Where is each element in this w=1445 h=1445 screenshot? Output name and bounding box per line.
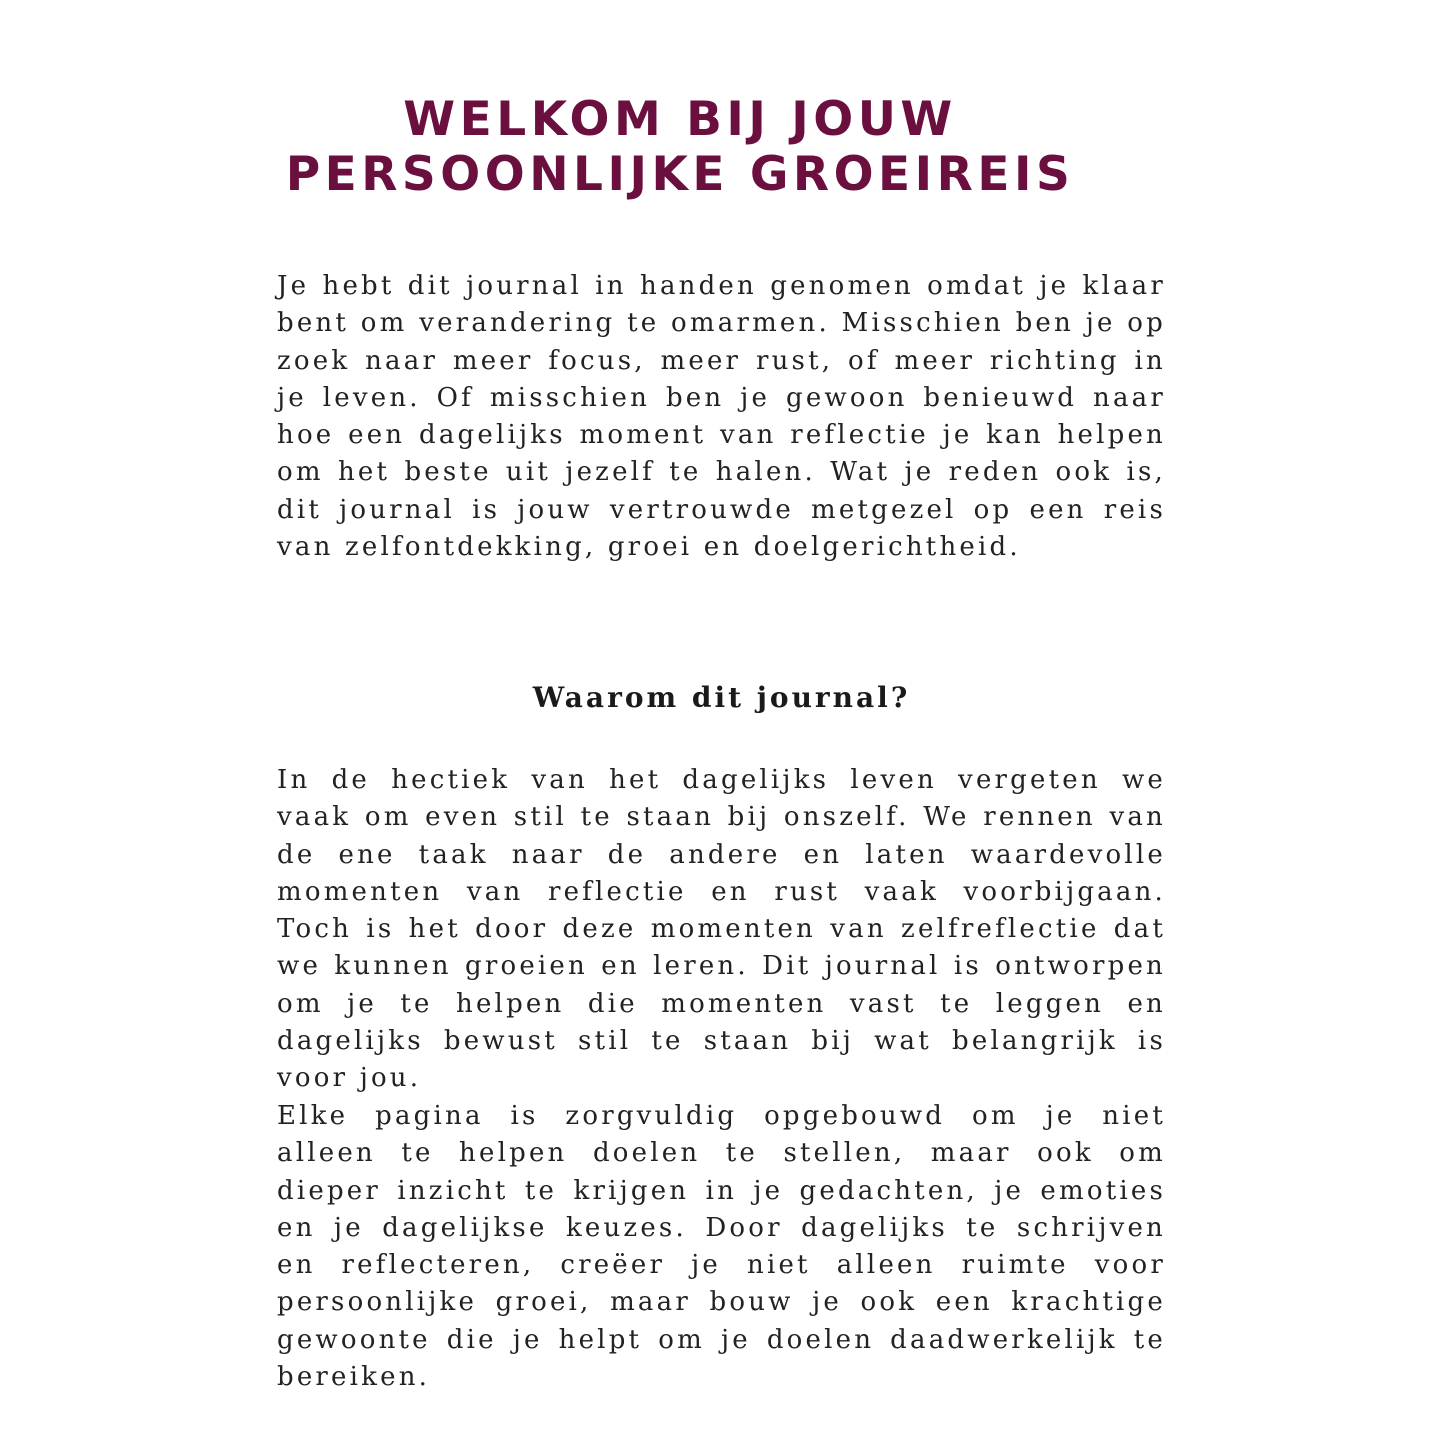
why-paragraph-2: Elke pagina is zorgvuldig opgebouwd om je niet alleen te helpen doelen te stellen, maar ook om dieper inzicht te krijgen in je gedachten, je emoties en je dagelijkse keuzes. Door dagelijks te schrijven en reflecteren, creëer je niet alleen ruimte voor persoonlijke groei, maar bouw je ook een krachtige gewoonte die je helpt om je doelen daadwerkelijk te bereiken. [277, 1101, 1166, 1393]
why-paragraph-1: In de hectiek van het dagelijks leven vergeten we vaak om even stil te staan bij onszelf. We rennen van de ene taak naar de andere en laten waardevolle momenten van reflectie en rust vaak voorbijgaan. Toch is het door deze momenten van zelfreflectie dat we kunnen groeien en leren. Dit journal is ontworpen om je te helpen die momenten vast te leggen en dagelijks bewust stil te staan bij wat belangrijk is voor jou. [277, 765, 1166, 1094]
page-title-line-1: WELKOM BIJ JOUW [403, 92, 957, 147]
page-title-line-2: PERSOONLIJKE GROEIREIS [285, 147, 1075, 202]
page-title [240, 92, 1120, 202]
intro-paragraph: Je hebt dit journal in handen genomen omdat je klaar bent om verandering te omarmen. Misschien ben je op zoek naar meer focus, meer rust, of meer richting in je leven. Of misschien ben je gewoon benieuwd naar hoe een dagelijks moment van reflectie je kan helpen om het beste uit jezelf te halen. Wat je reden ook is, dit journal is jouw vertrouwde metgezel op een reis van zelfontdekking, groei en doelgerichtheid. [277, 271, 1166, 563]
section-heading: Waarom dit journal? [532, 681, 911, 714]
